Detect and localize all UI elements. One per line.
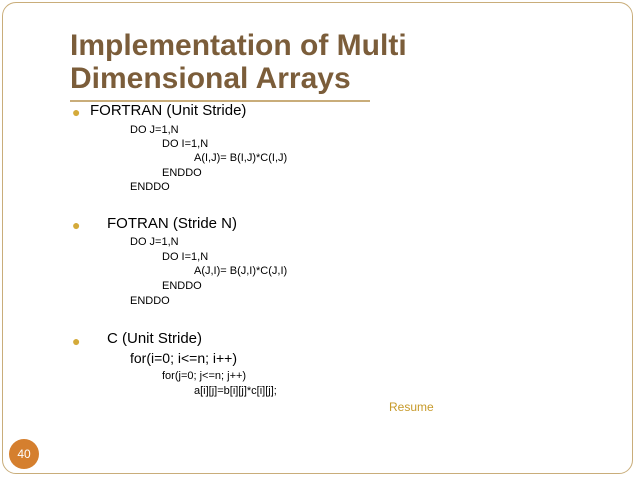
code-line: ENDDO <box>162 280 202 292</box>
code-line: DO I=1,N <box>162 138 209 150</box>
code-line: ENDDO <box>162 167 202 179</box>
bullet-icon: ● <box>72 217 81 233</box>
code-line: for(i=0; i<=n; i++) <box>130 350 238 366</box>
bullet-fortran-unit-stride: FORTRAN (Unit Stride) <box>90 102 247 119</box>
code-line: DO I=1,N <box>162 251 209 263</box>
code-line: A(I,J)= B(I,J)*C(I,J) <box>194 152 288 164</box>
code-line: a[i][j]=b[i][j]*c[i][j]; <box>194 385 277 397</box>
code-line: DO J=1,N <box>130 236 179 248</box>
slide-number-badge: 40 <box>9 439 39 469</box>
code-line: A(J,I)= B(J,I)*C(J,I) <box>194 265 288 277</box>
slide-title-line-2: Dimensional Arrays <box>70 62 351 95</box>
bullet-fotran-stride-n: FOTRAN (Stride N) <box>107 215 238 232</box>
bullet-icon: ● <box>72 333 81 349</box>
resume-link[interactable]: Resume <box>389 400 434 414</box>
code-line: ENDDO <box>130 181 170 193</box>
slide-title-line-1: Implementation of Multi <box>70 29 407 62</box>
code-line: ENDDO <box>130 295 170 307</box>
code-line: for(j=0; j<=n; j++) <box>162 370 247 382</box>
bullet-c-unit-stride: C (Unit Stride) <box>107 330 203 347</box>
code-line: DO J=1,N <box>130 124 179 136</box>
bullet-icon: ● <box>72 104 81 120</box>
